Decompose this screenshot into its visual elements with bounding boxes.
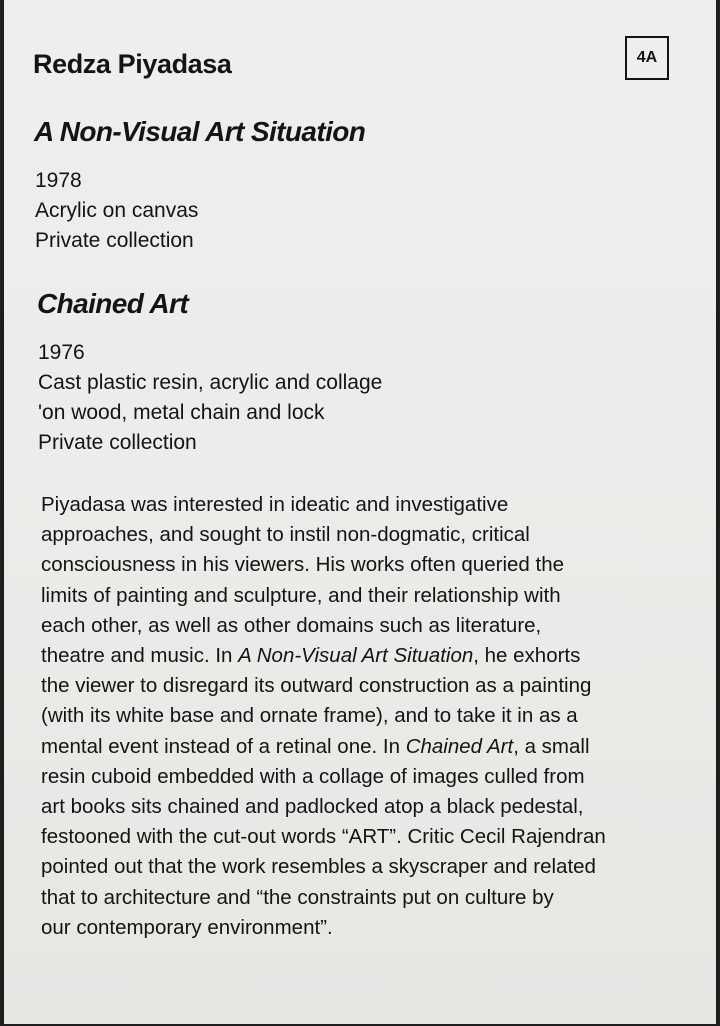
artwork-medium: Cast plastic resin, acrylic and collage xyxy=(38,371,383,394)
description-line: the viewer to disregard its outward construction as a painting xyxy=(41,674,592,698)
description-line: art books sits chained and padlocked atop a black pedestal, xyxy=(41,795,584,819)
artwork-collection: Private collection xyxy=(35,229,194,252)
description-text: theatre and music. In xyxy=(41,644,239,668)
artwork-year: 1976 xyxy=(38,341,85,364)
description-line: Piyadasa was interested in ideatic and investigative xyxy=(41,493,509,516)
description-text: , he exhorts xyxy=(473,644,581,668)
description-line xyxy=(41,641,681,671)
description-line: approaches, and sought to instil non-dogmatic, critical xyxy=(41,523,530,547)
artwork-medium-continued: 'on wood, metal chain and lock xyxy=(38,401,325,424)
description-line: that to architecture and “the constraints put on culture by xyxy=(41,885,554,909)
artwork-year: 1978 xyxy=(35,169,82,192)
description-text: , a small xyxy=(513,734,590,758)
artwork-title-1: A Non-Visual Art Situation xyxy=(34,116,366,147)
artwork-title-2: Chained Art xyxy=(37,288,189,319)
artwork-title-reference: Chained Art xyxy=(405,734,514,758)
artwork-details-1 xyxy=(35,166,198,256)
artist-name: Redza Piyadasa xyxy=(33,49,232,79)
exhibit-code-badge: 4A xyxy=(625,36,669,80)
description-line: resin cuboid embedded with a collage of images culled from xyxy=(41,764,585,788)
description-text: mental event instead of a retinal one. In xyxy=(41,734,406,758)
description-paragraph xyxy=(41,490,681,943)
description-line: (with its white base and ornate frame), and to take it in as a xyxy=(41,704,578,728)
artwork-title-reference: A Non-Visual Art Situation xyxy=(238,644,474,668)
museum-label-card xyxy=(4,0,716,1024)
description-line: limits of painting and sculpture, and their relationship with xyxy=(41,583,561,607)
description-line xyxy=(41,732,681,762)
artwork-details-2 xyxy=(38,338,382,458)
description-line: pointed out that the work resembles a skyscraper and related xyxy=(41,855,596,879)
description-line: our contemporary environment”. xyxy=(41,915,333,939)
description-line: consciousness in his viewers. His works often queried the xyxy=(41,553,564,577)
description-line: each other, as well as other domains such as literature, xyxy=(41,613,542,637)
artwork-collection: Private collection xyxy=(38,431,197,454)
artwork-medium: Acrylic on canvas xyxy=(35,199,199,222)
description-line: festooned with the cut-out words “ART”. Critic Cecil Rajendran xyxy=(41,825,606,849)
